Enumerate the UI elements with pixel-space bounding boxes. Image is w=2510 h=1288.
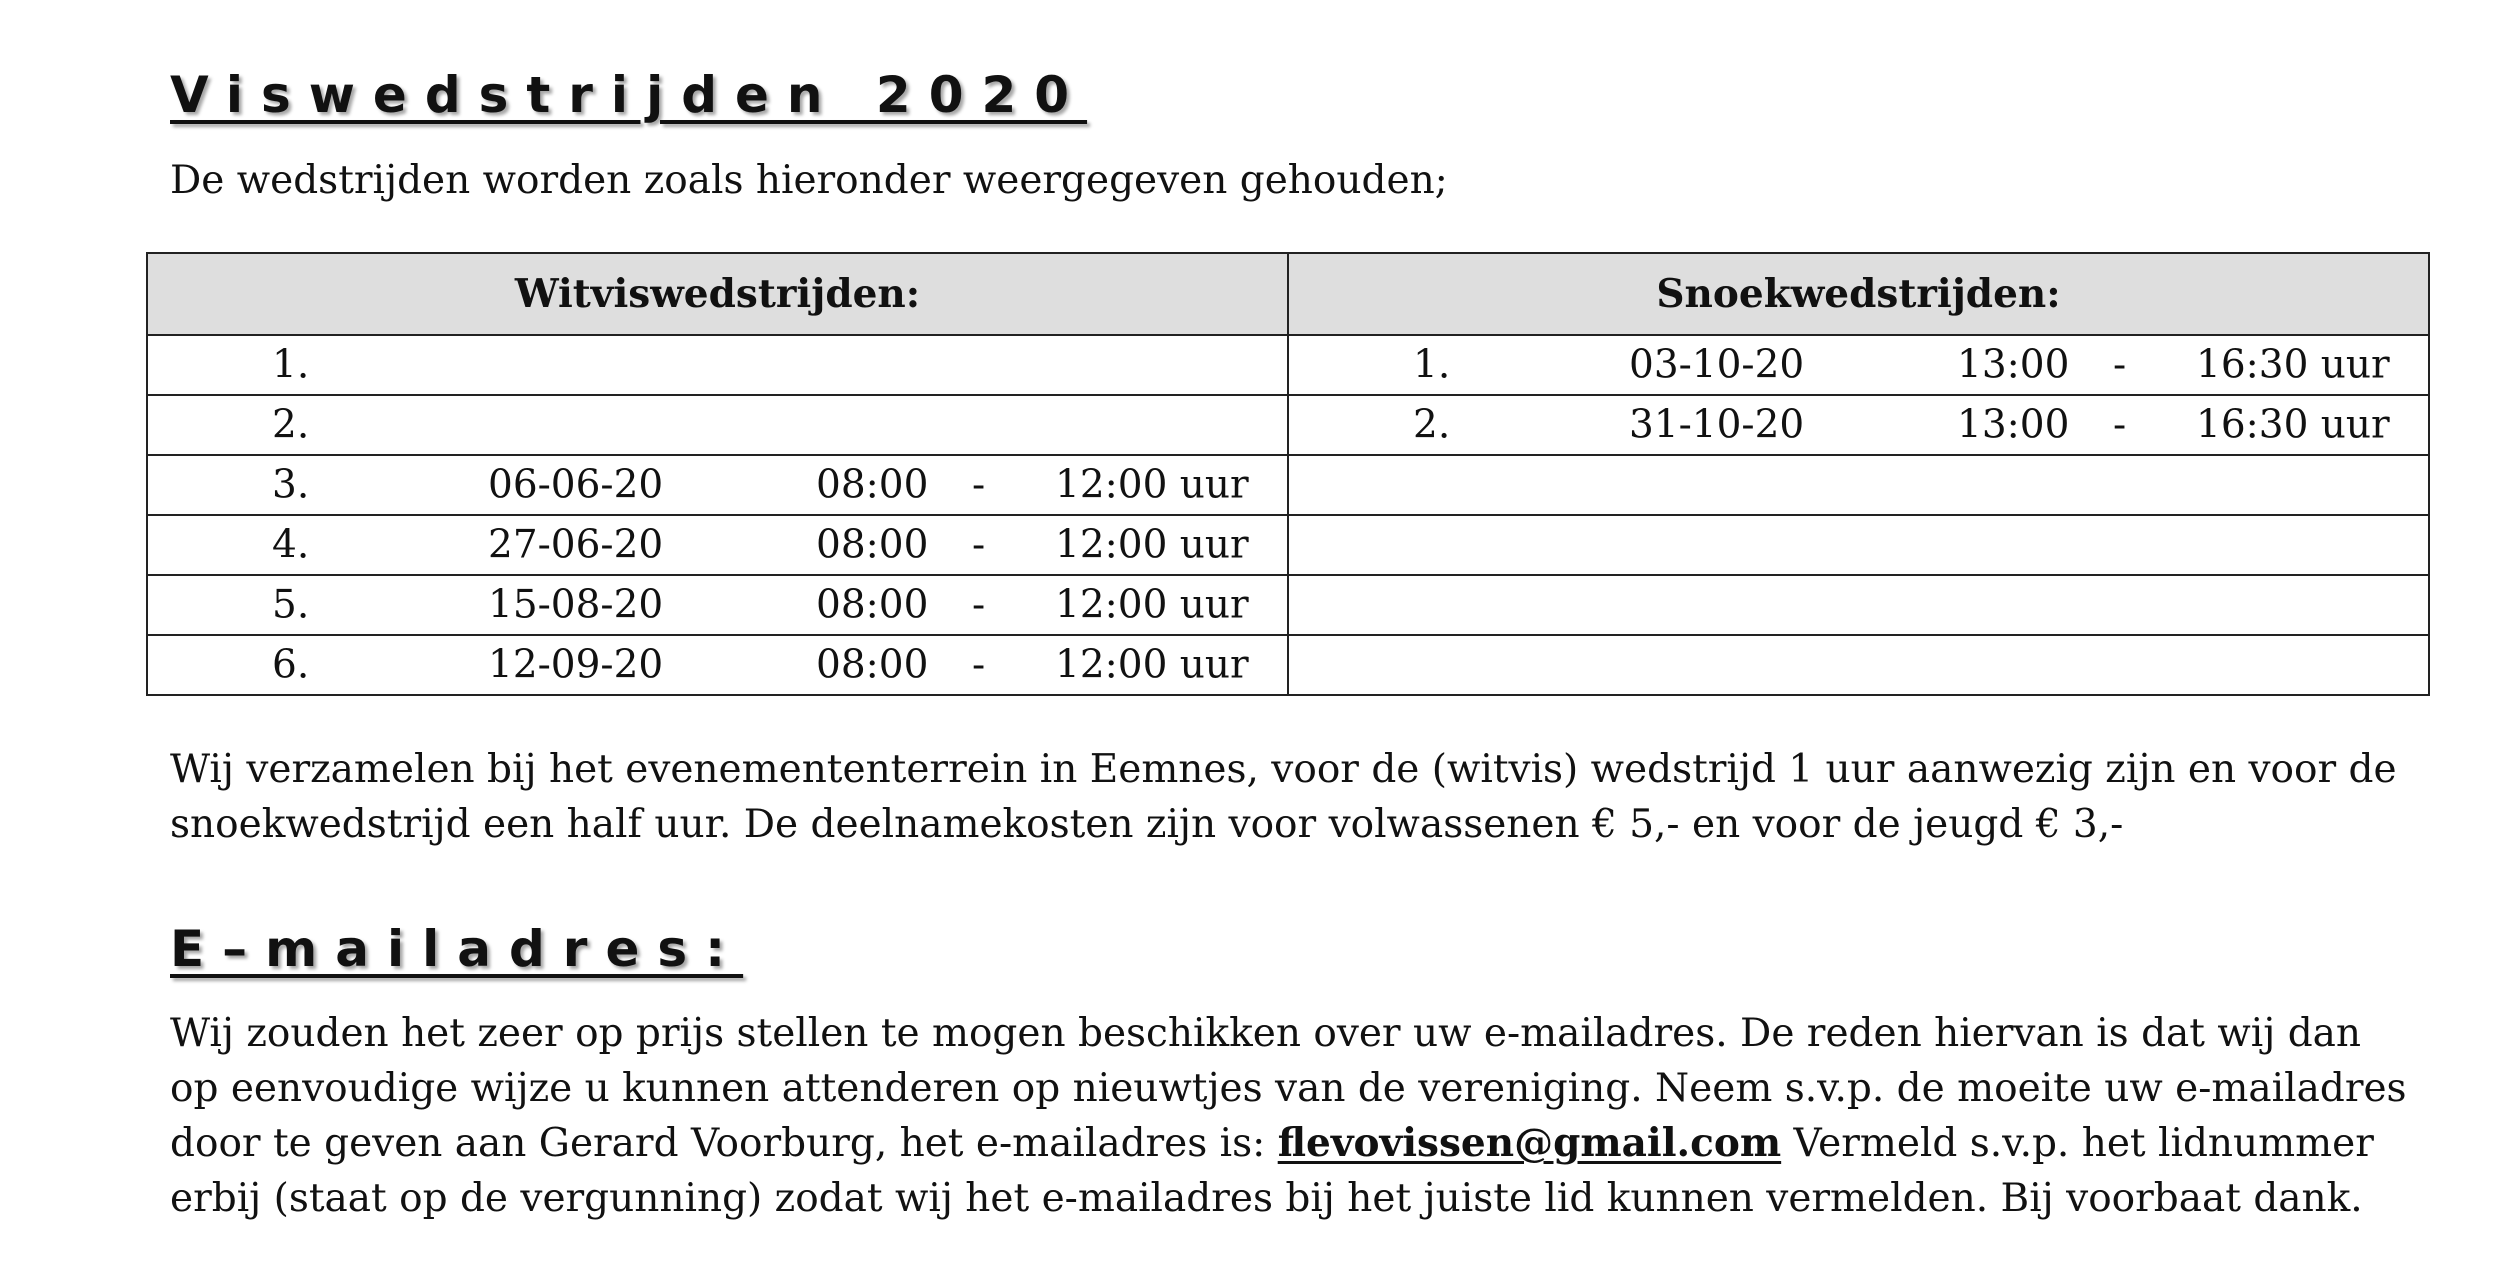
snoek-cell <box>1288 635 2429 695</box>
witvis-cell <box>147 635 1288 695</box>
row-number: 2. <box>272 402 310 448</box>
start-time: 08:00 <box>816 462 929 508</box>
match-date: 03-10-20 <box>1629 342 1805 388</box>
schedule-body <box>147 335 2429 695</box>
start-time: 08:00 <box>816 582 929 628</box>
row-number: 1. <box>272 342 310 388</box>
witvis-header: Witviswedstrijden: <box>147 253 1288 335</box>
schedule-table <box>146 252 2430 696</box>
match-date: 06-06-20 <box>488 462 664 508</box>
table-row <box>147 455 2429 515</box>
end-time: 16:30 uur <box>2196 402 2390 448</box>
snoek-cell <box>1288 575 2429 635</box>
end-time: 16:30 uur <box>2196 342 2390 388</box>
email-paragraph-text-before: Wij zouden het zeer op prijs stellen te mogen beschikken over uw e-mailadres. De reden hiervan is dat wij dan op eenvoudige wijze u kunnen attenderen op nieuwtjes van de vereniging. Neem s.v.p. de moeite uw e-mailadres door te geven aan Gerard Voorburg, het e-mailadres is: <box>170 1011 2407 1166</box>
time-dash: - <box>2113 402 2127 448</box>
row-number: 2. <box>1413 402 1451 448</box>
witvis-cell <box>147 455 1288 515</box>
email-paragraph-text-after: Vermeld s.v.p. het lidnummer erbij (staat op de vergunning) zodat wij het e-mailadres bij het juiste lid kunnen vermelden. Bij voorbaat dank. <box>170 1121 2374 1221</box>
table-header-row <box>147 253 2429 335</box>
snoek-cell <box>1288 335 2429 395</box>
snoek-cell <box>1288 515 2429 575</box>
time-dash: - <box>972 642 986 688</box>
match-date: 27-06-20 <box>488 522 664 568</box>
table-row <box>147 395 2429 455</box>
match-date: 12-09-20 <box>488 642 664 688</box>
email-address-link[interactable]: flevovissen@gmail.com <box>1277 1120 1782 1166</box>
end-time: 12:00 uur <box>1055 642 1249 688</box>
table-row <box>147 635 2429 695</box>
start-time: 08:00 <box>816 642 929 688</box>
time-dash: - <box>2113 342 2127 388</box>
email-paragraph <box>170 1006 2420 1226</box>
snoek-header: Snoekwedstrijden: <box>1288 253 2429 335</box>
table-row <box>147 515 2429 575</box>
witvis-cell <box>147 395 1288 455</box>
witvis-cell <box>147 575 1288 635</box>
time-dash: - <box>972 462 986 508</box>
row-number: 6. <box>272 642 310 688</box>
match-date: 31-10-20 <box>1629 402 1805 448</box>
end-time: 12:00 uur <box>1055 522 1249 568</box>
row-number: 3. <box>272 462 310 508</box>
table-row <box>147 575 2429 635</box>
witvis-cell <box>147 335 1288 395</box>
row-number: 4. <box>272 522 310 568</box>
row-number: 5. <box>272 582 310 628</box>
witvis-cell <box>147 515 1288 575</box>
time-dash: - <box>972 582 986 628</box>
start-time: 13:00 <box>1957 342 2070 388</box>
end-time: 12:00 uur <box>1055 462 1249 508</box>
start-time: 08:00 <box>816 522 929 568</box>
match-date: 15-08-20 <box>488 582 664 628</box>
meeting-paragraph: Wij verzamelen bij het evenemententerrein in Eemnes, voor de (witvis) wedstrijd 1 uur aanwezig zijn en voor de snoekwedstrijd een half uur. De deelnamekosten zijn voor volwassenen € 5,- en voor de jeugd € 3,- <box>170 747 2397 847</box>
snoek-cell <box>1288 395 2429 455</box>
email-heading: E–mailadres: <box>170 920 744 978</box>
time-dash: - <box>972 522 986 568</box>
end-time: 12:00 uur <box>1055 582 1249 628</box>
start-time: 13:00 <box>1957 402 2070 448</box>
table-row <box>147 335 2429 395</box>
snoek-cell <box>1288 455 2429 515</box>
document-title: Viswedstrijden 2020 <box>170 66 1088 124</box>
intro-text: De wedstrijden worden zoals hieronder weergegeven gehouden; <box>170 158 1448 203</box>
row-number: 1. <box>1413 342 1451 388</box>
